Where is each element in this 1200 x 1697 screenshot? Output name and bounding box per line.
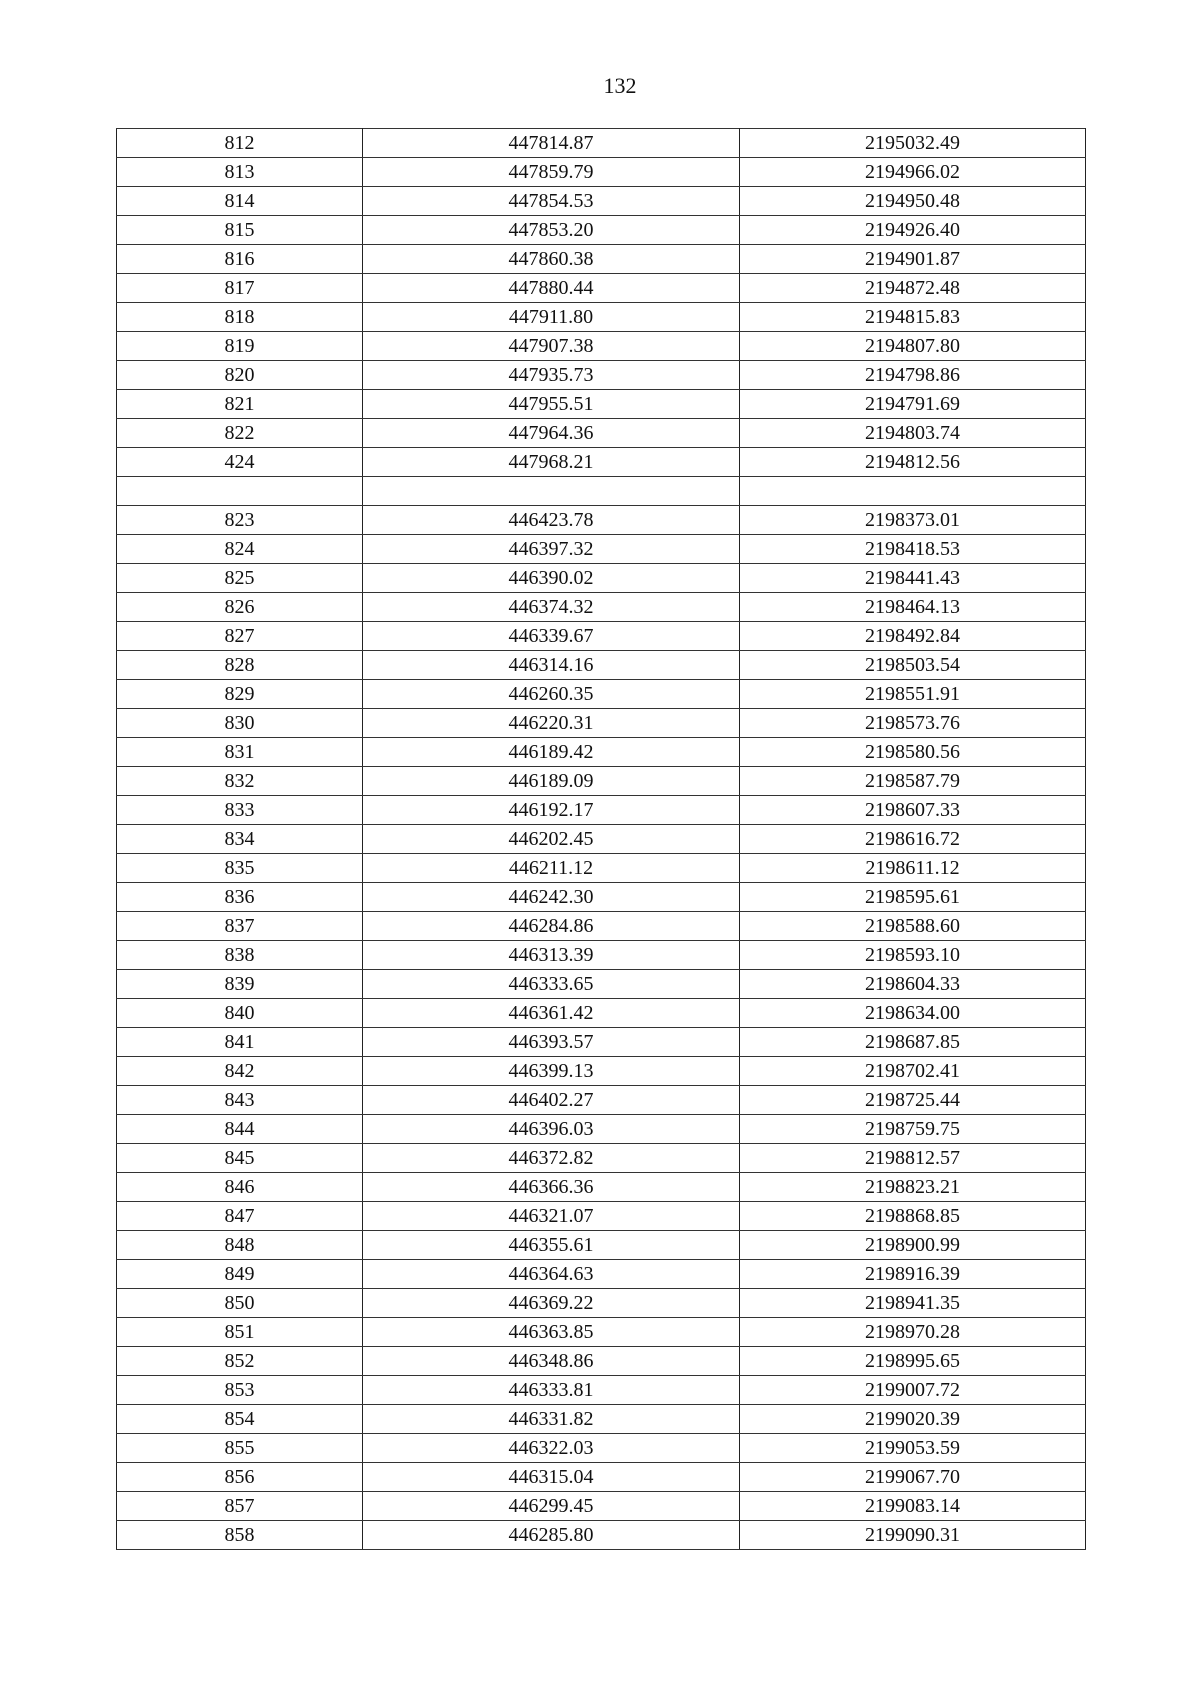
y-coordinate-cell: 2194812.56 xyxy=(740,448,1086,477)
x-coordinate-cell: 446322.03 xyxy=(363,1433,740,1462)
y-coordinate-cell: 2198573.76 xyxy=(740,708,1086,737)
y-coordinate-cell: 2195032.49 xyxy=(740,129,1086,158)
point-number-cell: 857 xyxy=(117,1491,363,1520)
x-coordinate-cell: 446397.32 xyxy=(363,534,740,563)
y-coordinate-cell xyxy=(740,477,1086,506)
point-number-cell: 826 xyxy=(117,592,363,621)
x-coordinate-cell: 446399.13 xyxy=(363,1056,740,1085)
x-coordinate-cell: 447964.36 xyxy=(363,419,740,448)
point-number-cell: 424 xyxy=(117,448,363,477)
x-coordinate-cell xyxy=(363,477,740,506)
y-coordinate-cell: 2198702.41 xyxy=(740,1056,1086,1085)
table-row xyxy=(117,1172,1086,1201)
point-number-cell: 852 xyxy=(117,1346,363,1375)
table-row xyxy=(117,303,1086,332)
y-coordinate-cell: 2198464.13 xyxy=(740,592,1086,621)
point-number-cell: 817 xyxy=(117,274,363,303)
x-coordinate-cell: 446364.63 xyxy=(363,1259,740,1288)
x-coordinate-cell: 446202.45 xyxy=(363,824,740,853)
y-coordinate-cell: 2194872.48 xyxy=(740,274,1086,303)
page-number: 132 xyxy=(603,73,637,98)
table-row xyxy=(117,274,1086,303)
table-row xyxy=(117,129,1086,158)
x-coordinate-cell: 446284.86 xyxy=(363,911,740,940)
table-row xyxy=(117,216,1086,245)
point-number-cell: 854 xyxy=(117,1404,363,1433)
x-coordinate-cell: 446242.30 xyxy=(363,882,740,911)
point-number-cell: 828 xyxy=(117,650,363,679)
table-row xyxy=(117,1433,1086,1462)
x-coordinate-cell: 446315.04 xyxy=(363,1462,740,1491)
point-number-cell: 833 xyxy=(117,795,363,824)
table-row xyxy=(117,332,1086,361)
x-coordinate-cell: 446393.57 xyxy=(363,1027,740,1056)
x-coordinate-cell: 446361.42 xyxy=(363,998,740,1027)
x-coordinate-cell: 447880.44 xyxy=(363,274,740,303)
y-coordinate-cell: 2199020.39 xyxy=(740,1404,1086,1433)
table-row xyxy=(117,1520,1086,1549)
table-row xyxy=(117,1404,1086,1433)
y-coordinate-cell: 2199007.72 xyxy=(740,1375,1086,1404)
y-coordinate-cell: 2194815.83 xyxy=(740,303,1086,332)
y-coordinate-cell: 2198418.53 xyxy=(740,534,1086,563)
point-number-cell: 823 xyxy=(117,505,363,534)
table-row xyxy=(117,998,1086,1027)
point-number-cell: 845 xyxy=(117,1143,363,1172)
y-coordinate-cell: 2198604.33 xyxy=(740,969,1086,998)
y-coordinate-cell: 2198970.28 xyxy=(740,1317,1086,1346)
table-row xyxy=(117,795,1086,824)
point-number-cell: 824 xyxy=(117,534,363,563)
x-coordinate-cell: 446313.39 xyxy=(363,940,740,969)
table-row xyxy=(117,1085,1086,1114)
y-coordinate-cell: 2198759.75 xyxy=(740,1114,1086,1143)
y-coordinate-cell: 2194798.86 xyxy=(740,361,1086,390)
y-coordinate-cell: 2198616.72 xyxy=(740,824,1086,853)
y-coordinate-cell: 2198725.44 xyxy=(740,1085,1086,1114)
coordinate-table-body xyxy=(117,129,1086,1550)
y-coordinate-cell: 2198812.57 xyxy=(740,1143,1086,1172)
point-number-cell: 813 xyxy=(117,158,363,187)
table-row xyxy=(117,650,1086,679)
y-coordinate-cell: 2199083.14 xyxy=(740,1491,1086,1520)
point-number-cell xyxy=(117,477,363,506)
point-number-cell: 853 xyxy=(117,1375,363,1404)
table-row xyxy=(117,1201,1086,1230)
table-row xyxy=(117,1056,1086,1085)
y-coordinate-cell: 2199090.31 xyxy=(740,1520,1086,1549)
table-row xyxy=(117,766,1086,795)
x-coordinate-cell: 446390.02 xyxy=(363,563,740,592)
table-row xyxy=(117,737,1086,766)
table-row xyxy=(117,1230,1086,1259)
point-number-cell: 842 xyxy=(117,1056,363,1085)
x-coordinate-cell: 447860.38 xyxy=(363,245,740,274)
point-number-cell: 815 xyxy=(117,216,363,245)
y-coordinate-cell: 2198595.61 xyxy=(740,882,1086,911)
x-coordinate-cell: 446369.22 xyxy=(363,1288,740,1317)
point-number-cell: 836 xyxy=(117,882,363,911)
point-number-cell: 840 xyxy=(117,998,363,1027)
x-coordinate-cell: 446299.45 xyxy=(363,1491,740,1520)
x-coordinate-cell: 446331.82 xyxy=(363,1404,740,1433)
table-row xyxy=(117,1143,1086,1172)
x-coordinate-cell: 446333.81 xyxy=(363,1375,740,1404)
y-coordinate-cell: 2198634.00 xyxy=(740,998,1086,1027)
x-coordinate-cell: 446189.09 xyxy=(363,766,740,795)
y-coordinate-cell: 2198687.85 xyxy=(740,1027,1086,1056)
table-row xyxy=(117,621,1086,650)
y-coordinate-cell: 2194950.48 xyxy=(740,187,1086,216)
x-coordinate-cell: 447935.73 xyxy=(363,361,740,390)
table-row xyxy=(117,882,1086,911)
table-row xyxy=(117,187,1086,216)
table-row xyxy=(117,390,1086,419)
x-coordinate-cell: 447955.51 xyxy=(363,390,740,419)
point-number-cell: 838 xyxy=(117,940,363,969)
point-number-cell: 822 xyxy=(117,419,363,448)
y-coordinate-cell: 2198916.39 xyxy=(740,1259,1086,1288)
point-number-cell: 855 xyxy=(117,1433,363,1462)
x-coordinate-cell: 446355.61 xyxy=(363,1230,740,1259)
table-row xyxy=(117,419,1086,448)
table-row xyxy=(117,1259,1086,1288)
point-number-cell: 847 xyxy=(117,1201,363,1230)
x-coordinate-cell: 446348.86 xyxy=(363,1346,740,1375)
x-coordinate-cell: 446321.07 xyxy=(363,1201,740,1230)
point-number-cell: 825 xyxy=(117,563,363,592)
point-number-cell: 851 xyxy=(117,1317,363,1346)
point-number-cell: 841 xyxy=(117,1027,363,1056)
y-coordinate-cell: 2198941.35 xyxy=(740,1288,1086,1317)
table-row xyxy=(117,477,1086,506)
y-coordinate-cell: 2198588.60 xyxy=(740,911,1086,940)
y-coordinate-cell: 2198492.84 xyxy=(740,621,1086,650)
point-number-cell: 821 xyxy=(117,390,363,419)
point-number-cell: 820 xyxy=(117,361,363,390)
point-number-cell: 829 xyxy=(117,679,363,708)
y-coordinate-cell: 2194803.74 xyxy=(740,419,1086,448)
table-row xyxy=(117,245,1086,274)
y-coordinate-cell: 2198823.21 xyxy=(740,1172,1086,1201)
table-row xyxy=(117,853,1086,882)
table-row xyxy=(117,1027,1086,1056)
point-number-cell: 827 xyxy=(117,621,363,650)
table-row xyxy=(117,940,1086,969)
table-row xyxy=(117,1288,1086,1317)
y-coordinate-cell: 2198580.56 xyxy=(740,737,1086,766)
x-coordinate-cell: 447853.20 xyxy=(363,216,740,245)
x-coordinate-cell: 446314.16 xyxy=(363,650,740,679)
table-row xyxy=(117,1346,1086,1375)
point-number-cell: 849 xyxy=(117,1259,363,1288)
point-number-cell: 830 xyxy=(117,708,363,737)
table-row xyxy=(117,158,1086,187)
coordinate-table xyxy=(116,128,1086,1550)
table-row xyxy=(117,1375,1086,1404)
y-coordinate-cell: 2198441.43 xyxy=(740,563,1086,592)
y-coordinate-cell: 2198373.01 xyxy=(740,505,1086,534)
x-coordinate-cell: 446189.42 xyxy=(363,737,740,766)
table-row xyxy=(117,824,1086,853)
x-coordinate-cell: 446363.85 xyxy=(363,1317,740,1346)
point-number-cell: 850 xyxy=(117,1288,363,1317)
table-row xyxy=(117,969,1086,998)
table-row xyxy=(117,1462,1086,1491)
y-coordinate-cell: 2198995.65 xyxy=(740,1346,1086,1375)
y-coordinate-cell: 2198868.85 xyxy=(740,1201,1086,1230)
y-coordinate-cell: 2198551.91 xyxy=(740,679,1086,708)
x-coordinate-cell: 446366.36 xyxy=(363,1172,740,1201)
table-row xyxy=(117,592,1086,621)
table-row xyxy=(117,1114,1086,1143)
x-coordinate-cell: 446374.32 xyxy=(363,592,740,621)
table-row xyxy=(117,1317,1086,1346)
x-coordinate-cell: 446333.65 xyxy=(363,969,740,998)
table-row xyxy=(117,708,1086,737)
x-coordinate-cell: 446260.35 xyxy=(363,679,740,708)
x-coordinate-cell: 446285.80 xyxy=(363,1520,740,1549)
x-coordinate-cell: 447907.38 xyxy=(363,332,740,361)
y-coordinate-cell: 2194901.87 xyxy=(740,245,1086,274)
y-coordinate-cell: 2194791.69 xyxy=(740,390,1086,419)
x-coordinate-cell: 447968.21 xyxy=(363,448,740,477)
x-coordinate-cell: 446372.82 xyxy=(363,1143,740,1172)
y-coordinate-cell: 2198503.54 xyxy=(740,650,1086,679)
x-coordinate-cell: 447911.80 xyxy=(363,303,740,332)
table-row xyxy=(117,361,1086,390)
x-coordinate-cell: 446220.31 xyxy=(363,708,740,737)
table-row xyxy=(117,1491,1086,1520)
table-row xyxy=(117,534,1086,563)
point-number-cell: 837 xyxy=(117,911,363,940)
point-number-cell: 831 xyxy=(117,737,363,766)
table-row xyxy=(117,505,1086,534)
point-number-cell: 816 xyxy=(117,245,363,274)
point-number-cell: 834 xyxy=(117,824,363,853)
x-coordinate-cell: 447854.53 xyxy=(363,187,740,216)
point-number-cell: 848 xyxy=(117,1230,363,1259)
y-coordinate-cell: 2194926.40 xyxy=(740,216,1086,245)
point-number-cell: 818 xyxy=(117,303,363,332)
y-coordinate-cell: 2198587.79 xyxy=(740,766,1086,795)
y-coordinate-cell: 2198611.12 xyxy=(740,853,1086,882)
x-coordinate-cell: 446396.03 xyxy=(363,1114,740,1143)
x-coordinate-cell: 446192.17 xyxy=(363,795,740,824)
point-number-cell: 812 xyxy=(117,129,363,158)
y-coordinate-cell: 2198607.33 xyxy=(740,795,1086,824)
x-coordinate-cell: 447859.79 xyxy=(363,158,740,187)
y-coordinate-cell: 2198900.99 xyxy=(740,1230,1086,1259)
table-row xyxy=(117,911,1086,940)
point-number-cell: 839 xyxy=(117,969,363,998)
point-number-cell: 856 xyxy=(117,1462,363,1491)
y-coordinate-cell: 2199053.59 xyxy=(740,1433,1086,1462)
point-number-cell: 846 xyxy=(117,1172,363,1201)
point-number-cell: 843 xyxy=(117,1085,363,1114)
y-coordinate-cell: 2194807.80 xyxy=(740,332,1086,361)
y-coordinate-cell: 2198593.10 xyxy=(740,940,1086,969)
table-row xyxy=(117,679,1086,708)
point-number-cell: 835 xyxy=(117,853,363,882)
x-coordinate-cell: 446423.78 xyxy=(363,505,740,534)
point-number-cell: 858 xyxy=(117,1520,363,1549)
point-number-cell: 832 xyxy=(117,766,363,795)
point-number-cell: 814 xyxy=(117,187,363,216)
y-coordinate-cell: 2194966.02 xyxy=(740,158,1086,187)
point-number-cell: 819 xyxy=(117,332,363,361)
x-coordinate-cell: 446402.27 xyxy=(363,1085,740,1114)
y-coordinate-cell: 2199067.70 xyxy=(740,1462,1086,1491)
point-number-cell: 844 xyxy=(117,1114,363,1143)
x-coordinate-cell: 447814.87 xyxy=(363,129,740,158)
x-coordinate-cell: 446339.67 xyxy=(363,621,740,650)
table-row xyxy=(117,563,1086,592)
x-coordinate-cell: 446211.12 xyxy=(363,853,740,882)
table-row xyxy=(117,448,1086,477)
